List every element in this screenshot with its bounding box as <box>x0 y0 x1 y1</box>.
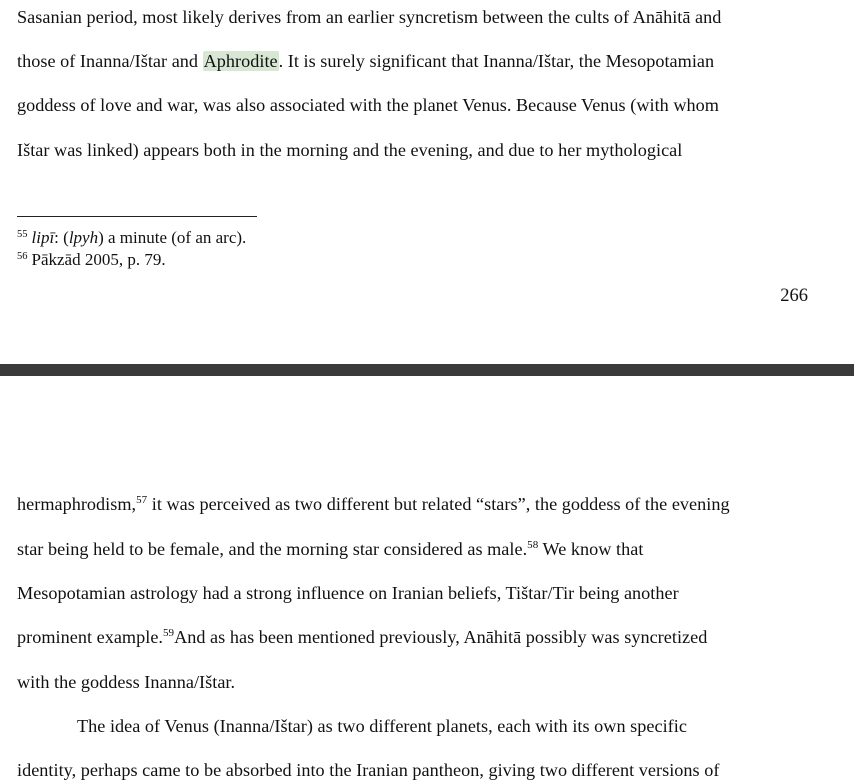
text-span: ) a minute (of an arc). <box>98 228 247 247</box>
text-span: . It is surely significant that Inanna/Ištar, the Mesopotamian <box>278 51 715 71</box>
highlighted-text[interactable]: Aphrodite <box>203 51 278 71</box>
text-span: And as has been mentioned previously, Anāhitā possibly was syncretized <box>174 627 708 647</box>
body-text-line <box>17 493 730 515</box>
body-text-line: with the goddess Inanna/Ištar. <box>17 672 236 692</box>
footnote-transliteration: lpyh <box>68 228 99 247</box>
footnote-reference[interactable]: 58 <box>527 539 539 551</box>
page-separator <box>0 364 854 376</box>
text-span: We know that <box>538 539 644 559</box>
document-page-bottom <box>0 376 854 781</box>
body-text-line <box>17 538 643 560</box>
footnote-number: 55 <box>17 229 28 240</box>
text-span: prominent example. <box>17 627 163 647</box>
body-text-line: The idea of Venus (Inanna/Ištar) as two different planets, each with its own specific <box>77 716 687 736</box>
footnote-text: Pākzād 2005, p. 79. <box>31 250 166 269</box>
body-text-line: Sasanian period, most likely derives from an earlier syncretism between the cults of Anāhitā and <box>17 7 722 27</box>
page-number: 266 <box>780 286 808 306</box>
footnote-number: 56 <box>17 251 28 262</box>
body-text-line <box>17 626 707 648</box>
text-span: : ( <box>54 228 69 247</box>
body-text-line: identity, perhaps came to be absorbed into the Iranian pantheon, giving two different versions of <box>17 760 720 780</box>
body-text-line <box>17 50 714 72</box>
body-text-line: Mesopotamian astrology had a strong influence on Iranian beliefs, Tištar/Tir being another <box>17 583 679 603</box>
body-text-line: goddess of love and war, was also associated with the planet Venus. Because Venus (with whom <box>17 95 719 115</box>
text-span: hermaphrodism, <box>17 494 137 514</box>
body-text-line: Ištar was linked) appears both in the morning and the evening, and due to her mythological <box>17 140 683 160</box>
text-span: star being held to be female, and the morning star considered as male. <box>17 539 528 559</box>
footnote-reference[interactable]: 59 <box>163 627 175 639</box>
footnote-55 <box>17 228 246 248</box>
document-page-top <box>0 0 854 364</box>
footnote-56 <box>17 250 166 270</box>
text-span: it was perceived as two different but related “stars”, the goddess of the evening <box>147 494 730 514</box>
footnote-term: lipī <box>31 228 55 247</box>
footnote-reference[interactable]: 57 <box>136 494 148 506</box>
footnote-separator <box>17 216 257 217</box>
text-span: those of Inanna/Ištar and <box>17 51 203 71</box>
